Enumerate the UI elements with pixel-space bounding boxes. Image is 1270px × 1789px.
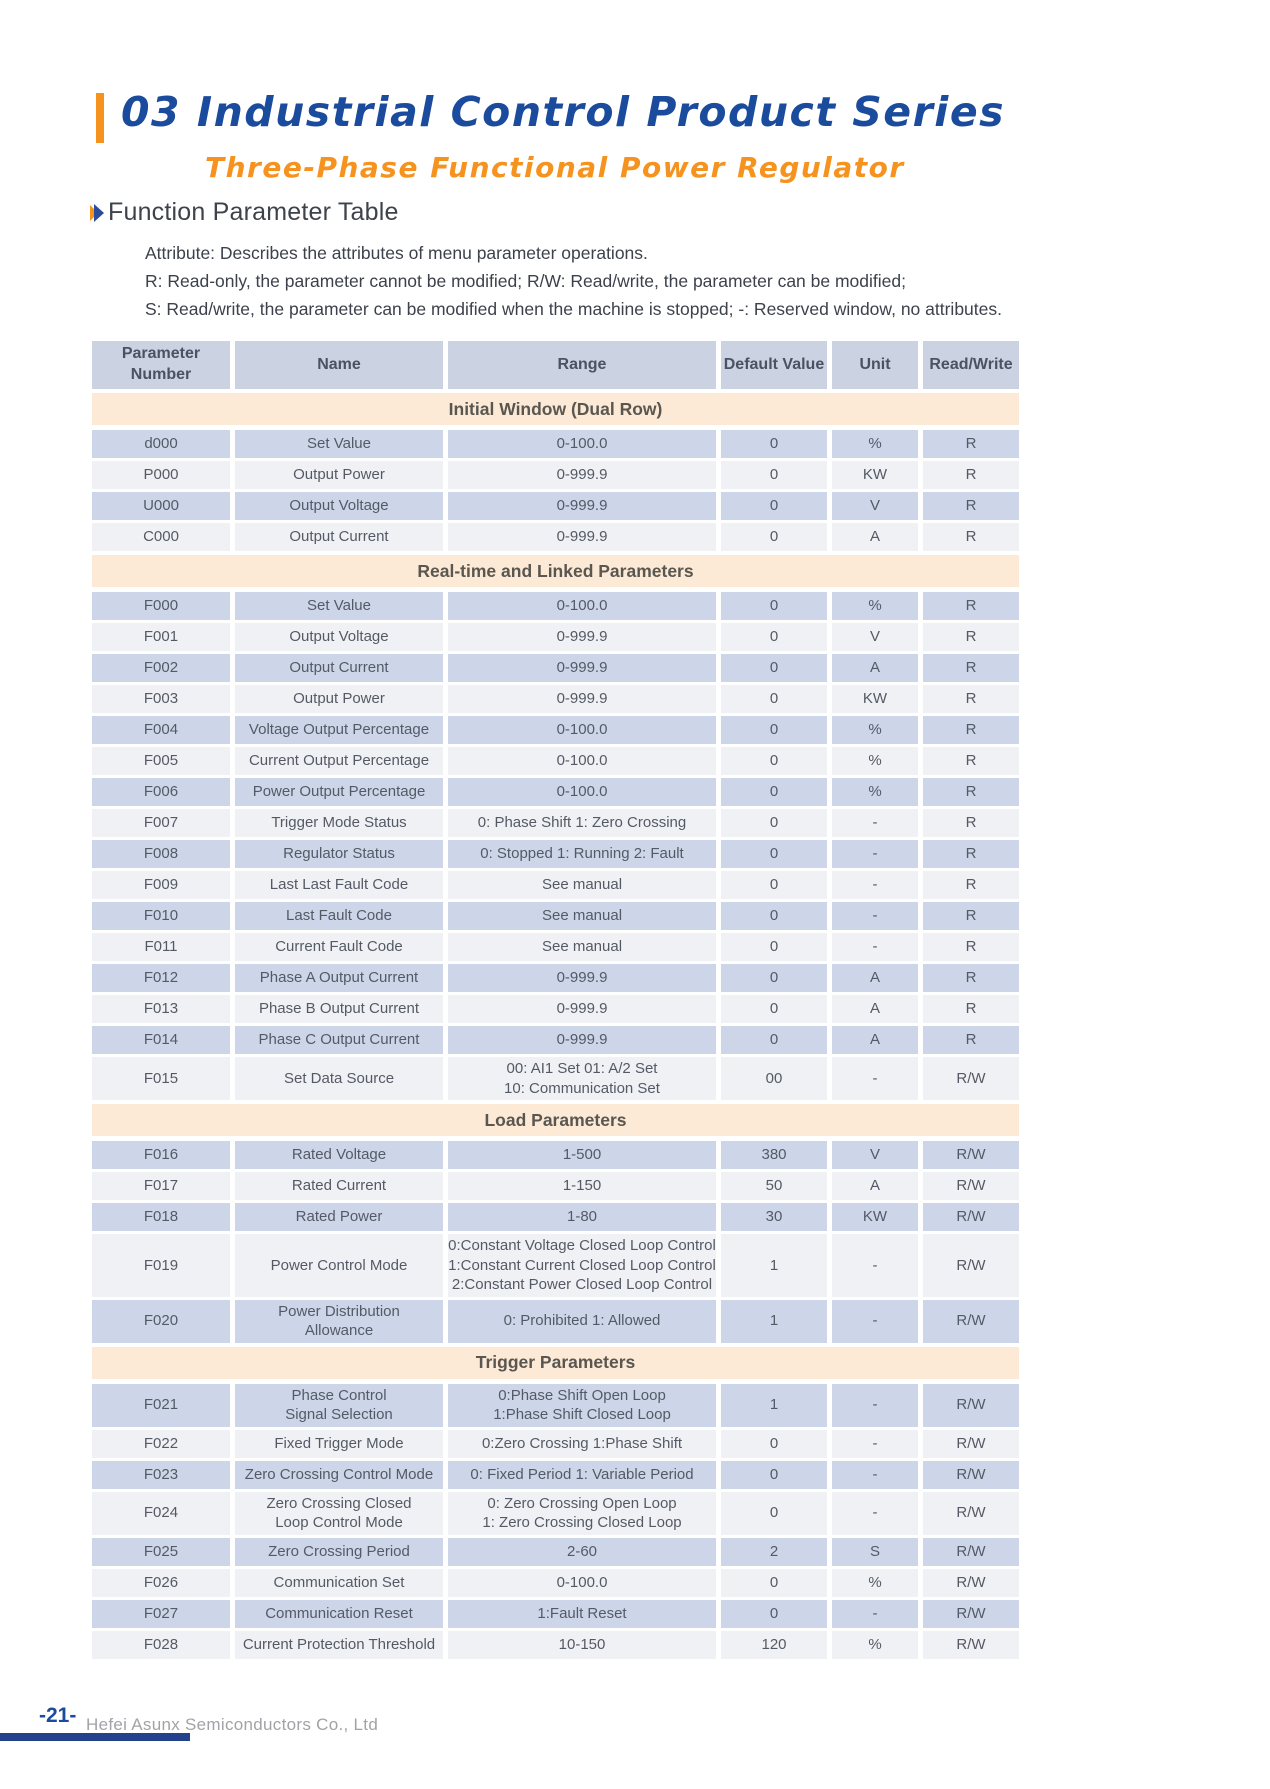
cell-name: Communication Reset bbox=[235, 1600, 443, 1628]
cell-unit: - bbox=[832, 840, 918, 868]
cell-number: F001 bbox=[92, 623, 230, 651]
cell-name: Phase B Output Current bbox=[235, 995, 443, 1023]
cell-unit: V bbox=[832, 492, 918, 520]
cell-range bbox=[448, 1234, 716, 1297]
table-row bbox=[92, 1234, 1019, 1297]
table-row bbox=[92, 1057, 1019, 1100]
cell-range: 0-999.9 bbox=[448, 1026, 716, 1054]
cell-line: Power Distribution bbox=[278, 1302, 400, 1320]
cell-default: 0 bbox=[721, 1430, 827, 1458]
cell-unit: KW bbox=[832, 1203, 918, 1231]
cell-default: 1 bbox=[721, 1234, 827, 1297]
cell-name: Current Protection Threshold bbox=[235, 1631, 443, 1659]
cell-name bbox=[235, 1384, 443, 1427]
cell-number: F013 bbox=[92, 995, 230, 1023]
table-row bbox=[92, 430, 1019, 458]
cell-name: Rated Current bbox=[235, 1172, 443, 1200]
section-title: Real-time and Linked Parameters bbox=[92, 555, 1019, 587]
cell-rw: R/W bbox=[923, 1538, 1019, 1566]
cell-default: 0 bbox=[721, 964, 827, 992]
cell-default: 0 bbox=[721, 778, 827, 806]
table-row bbox=[92, 1631, 1019, 1659]
cell-number: F021 bbox=[92, 1384, 230, 1427]
cell-unit: % bbox=[832, 716, 918, 744]
cell-number: d000 bbox=[92, 430, 230, 458]
cell-name: Zero Crossing Control Mode bbox=[235, 1461, 443, 1489]
cell-unit: A bbox=[832, 1026, 918, 1054]
table-row bbox=[92, 871, 1019, 899]
cell-range: 0-999.9 bbox=[448, 461, 716, 489]
cell-range: 10-150 bbox=[448, 1631, 716, 1659]
cell-number: C000 bbox=[92, 523, 230, 551]
table-row bbox=[92, 1430, 1019, 1458]
cell-default: 1 bbox=[721, 1384, 827, 1427]
cell-range: 0: Prohibited 1: Allowed bbox=[448, 1300, 716, 1343]
cell-unit: - bbox=[832, 902, 918, 930]
cell-range: See manual bbox=[448, 871, 716, 899]
cell-name: Fixed Trigger Mode bbox=[235, 1430, 443, 1458]
cell-unit: - bbox=[832, 1057, 918, 1100]
page-heading: Function Parameter Table bbox=[108, 198, 399, 226]
cell-rw: R/W bbox=[923, 1569, 1019, 1597]
cell-number: F026 bbox=[92, 1569, 230, 1597]
cell-name: Voltage Output Percentage bbox=[235, 716, 443, 744]
cell-range: 0-999.9 bbox=[448, 654, 716, 682]
table-row bbox=[92, 778, 1019, 806]
cell-rw: R/W bbox=[923, 1492, 1019, 1535]
cell-rw: R bbox=[923, 1026, 1019, 1054]
cell-name: Set Value bbox=[235, 430, 443, 458]
cell-range: 0-999.9 bbox=[448, 685, 716, 713]
cell-default: 0 bbox=[721, 995, 827, 1023]
cell-range: 0-999.9 bbox=[448, 492, 716, 520]
note-line: S: Read/write, the parameter can be modified when the machine is stopped; -: Reserved window, no attributes. bbox=[145, 299, 1002, 319]
cell-default: 2 bbox=[721, 1538, 827, 1566]
cell-default: 380 bbox=[721, 1141, 827, 1169]
table-row bbox=[92, 933, 1019, 961]
cell-unit: - bbox=[832, 1600, 918, 1628]
cell-number: F000 bbox=[92, 592, 230, 620]
column-header: Default Value bbox=[721, 341, 827, 389]
cell-range: 0-100.0 bbox=[448, 430, 716, 458]
cell-default: 0 bbox=[721, 716, 827, 744]
cell-default: 0 bbox=[721, 809, 827, 837]
cell-range: See manual bbox=[448, 933, 716, 961]
table-row bbox=[92, 1538, 1019, 1566]
table-row bbox=[92, 1600, 1019, 1628]
cell-number: F025 bbox=[92, 1538, 230, 1566]
cell-rw: R bbox=[923, 747, 1019, 775]
attribute-notes bbox=[145, 239, 1045, 323]
cell-default: 0 bbox=[721, 933, 827, 961]
table-row bbox=[92, 623, 1019, 651]
cell-number: F017 bbox=[92, 1172, 230, 1200]
cell-rw: R bbox=[923, 778, 1019, 806]
note-line: Attribute: Describes the attributes of menu parameter operations. bbox=[145, 243, 648, 263]
cell-range: 0: Fixed Period 1: Variable Period bbox=[448, 1461, 716, 1489]
cell-number: F018 bbox=[92, 1203, 230, 1231]
cell-range: 0:Zero Crossing 1:Phase Shift bbox=[448, 1430, 716, 1458]
cell-number: F011 bbox=[92, 933, 230, 961]
cell-default: 0 bbox=[721, 523, 827, 551]
cell-rw: R/W bbox=[923, 1430, 1019, 1458]
cell-rw: R bbox=[923, 809, 1019, 837]
cell-line: 0:Constant Voltage Closed Loop Control bbox=[448, 1237, 716, 1254]
cell-rw: R bbox=[923, 461, 1019, 489]
cell-rw: R bbox=[923, 523, 1019, 551]
cell-line: 00: AI1 Set 01: A/2 Set bbox=[506, 1060, 658, 1077]
cell-number: F009 bbox=[92, 871, 230, 899]
column-header: Read/Write bbox=[923, 341, 1019, 389]
cell-number: F016 bbox=[92, 1141, 230, 1169]
cell-unit: % bbox=[832, 1569, 918, 1597]
table-row bbox=[92, 1203, 1019, 1231]
cell-rw: R bbox=[923, 964, 1019, 992]
cell-unit: A bbox=[832, 523, 918, 551]
cell-name: Rated Voltage bbox=[235, 1141, 443, 1169]
cell-unit: - bbox=[832, 1300, 918, 1343]
cell-rw: R/W bbox=[923, 1461, 1019, 1489]
table-row bbox=[92, 1569, 1019, 1597]
chapter-title: 03 Industrial Control Product Series bbox=[121, 88, 1006, 136]
cell-number: F014 bbox=[92, 1026, 230, 1054]
table-row bbox=[92, 685, 1019, 713]
cell-rw: R/W bbox=[923, 1631, 1019, 1659]
cell-default: 0 bbox=[721, 1492, 827, 1535]
cell-line: Allowance bbox=[304, 1322, 374, 1339]
cell-rw: R bbox=[923, 430, 1019, 458]
cell-rw: R/W bbox=[923, 1600, 1019, 1628]
cell-range: 0-999.9 bbox=[448, 964, 716, 992]
section-title: Initial Window (Dual Row) bbox=[92, 393, 1019, 425]
cell-unit: % bbox=[832, 1631, 918, 1659]
cell-line: Loop Control Mode bbox=[275, 1514, 403, 1531]
cell-range: 0: Stopped 1: Running 2: Fault bbox=[448, 840, 716, 868]
cell-number: F027 bbox=[92, 1600, 230, 1628]
cell-name: Regulator Status bbox=[235, 840, 443, 868]
table-row bbox=[92, 1492, 1019, 1535]
cell-range: 0-100.0 bbox=[448, 747, 716, 775]
cell-rw: R bbox=[923, 716, 1019, 744]
table-row bbox=[92, 1172, 1019, 1200]
subtitle: Three-Phase Functional Power Regulator bbox=[205, 151, 905, 184]
cell-range: 0-999.9 bbox=[448, 523, 716, 551]
cell-name: Trigger Mode Status bbox=[235, 809, 443, 837]
cell-unit: - bbox=[832, 1492, 918, 1535]
cell-name: Rated Power bbox=[235, 1203, 443, 1231]
cell-name: Last Last Fault Code bbox=[235, 871, 443, 899]
cell-name: Power Output Percentage bbox=[235, 778, 443, 806]
cell-name: Last Fault Code bbox=[235, 902, 443, 930]
cell-number: P000 bbox=[92, 461, 230, 489]
note-line: R: Read-only, the parameter cannot be modified; R/W: Read/write, the parameter can be modified; bbox=[145, 271, 906, 291]
cell-number: F028 bbox=[92, 1631, 230, 1659]
cell-name: Output Power bbox=[235, 461, 443, 489]
cell-default: 0 bbox=[721, 1461, 827, 1489]
cell-name: Set Value bbox=[235, 592, 443, 620]
table-row bbox=[92, 1300, 1019, 1343]
cell-rw: R bbox=[923, 492, 1019, 520]
cell-default: 50 bbox=[721, 1172, 827, 1200]
cell-unit: A bbox=[832, 964, 918, 992]
table-row bbox=[92, 902, 1019, 930]
cell-default: 0 bbox=[721, 1026, 827, 1054]
cell-rw: R/W bbox=[923, 1172, 1019, 1200]
cell-range: 0-100.0 bbox=[448, 1569, 716, 1597]
cell-rw: R bbox=[923, 840, 1019, 868]
table-row bbox=[92, 1384, 1019, 1427]
cell-line: 1: Zero Crossing Closed Loop bbox=[482, 1514, 682, 1531]
footer-page-number: -21- bbox=[39, 1704, 77, 1727]
cell-unit: - bbox=[832, 1234, 918, 1297]
cell-number: F006 bbox=[92, 778, 230, 806]
table-row bbox=[92, 523, 1019, 551]
cell-default: 0 bbox=[721, 654, 827, 682]
table-row bbox=[92, 1141, 1019, 1169]
cell-name bbox=[235, 1300, 443, 1343]
cell-number: F007 bbox=[92, 809, 230, 837]
table-row bbox=[92, 747, 1019, 775]
cell-default: 0 bbox=[721, 592, 827, 620]
cell-rw: R bbox=[923, 995, 1019, 1023]
cell-unit: V bbox=[832, 623, 918, 651]
cell-rw: R/W bbox=[923, 1203, 1019, 1231]
cell-default: 0 bbox=[721, 461, 827, 489]
cell-default: 0 bbox=[721, 1600, 827, 1628]
cell-rw: R bbox=[923, 654, 1019, 682]
table-row bbox=[92, 840, 1019, 868]
cell-number: F004 bbox=[92, 716, 230, 744]
cell-default: 0 bbox=[721, 430, 827, 458]
cell-number: F024 bbox=[92, 1492, 230, 1535]
footer-company: Hefei Asunx Semiconductors Co., Ltd bbox=[86, 1715, 379, 1734]
cell-line: Signal Selection bbox=[285, 1406, 393, 1423]
column-header: Parameter Number bbox=[92, 341, 230, 389]
cell-name: Output Current bbox=[235, 654, 443, 682]
cell-unit: A bbox=[832, 654, 918, 682]
table-row bbox=[92, 964, 1019, 992]
cell-default: 0 bbox=[721, 840, 827, 868]
cell-default: 30 bbox=[721, 1203, 827, 1231]
cell-default: 1 bbox=[721, 1300, 827, 1343]
cell-range: 1-150 bbox=[448, 1172, 716, 1200]
cell-name: Zero Crossing Period bbox=[235, 1538, 443, 1566]
cell-name: Output Power bbox=[235, 685, 443, 713]
cell-line: 2:Constant Power Closed Loop Control bbox=[451, 1276, 713, 1293]
cell-name: Current Fault Code bbox=[235, 933, 443, 961]
table-row bbox=[92, 1026, 1019, 1054]
cell-range bbox=[448, 1057, 716, 1100]
cell-line: 0: Zero Crossing Open Loop bbox=[487, 1494, 677, 1512]
cell-line: 1:Constant Current Closed Loop Control bbox=[448, 1256, 716, 1274]
cell-number: U000 bbox=[92, 492, 230, 520]
cell-number: F008 bbox=[92, 840, 230, 868]
table-row bbox=[92, 809, 1019, 837]
cell-number: F003 bbox=[92, 685, 230, 713]
cell-range: 0-999.9 bbox=[448, 995, 716, 1023]
cell-number: F015 bbox=[92, 1057, 230, 1100]
cell-rw: R/W bbox=[923, 1057, 1019, 1100]
cell-rw: R bbox=[923, 871, 1019, 899]
table-row bbox=[92, 592, 1019, 620]
cell-unit: V bbox=[832, 1141, 918, 1169]
cell-range: 1-80 bbox=[448, 1203, 716, 1231]
cell-name: Phase A Output Current bbox=[235, 964, 443, 992]
cell-unit: - bbox=[832, 1430, 918, 1458]
column-header: Name bbox=[235, 341, 443, 389]
section-heading-row bbox=[90, 198, 399, 227]
cell-unit: % bbox=[832, 592, 918, 620]
cell-rw: R bbox=[923, 592, 1019, 620]
table-row bbox=[92, 461, 1019, 489]
cell-name: Output Current bbox=[235, 523, 443, 551]
cell-range: 1:Fault Reset bbox=[448, 1600, 716, 1628]
cell-range: See manual bbox=[448, 902, 716, 930]
cell-rw: R/W bbox=[923, 1384, 1019, 1427]
cell-number: F010 bbox=[92, 902, 230, 930]
cell-number: F023 bbox=[92, 1461, 230, 1489]
cell-default: 0 bbox=[721, 623, 827, 651]
cell-unit: - bbox=[832, 933, 918, 961]
table-row bbox=[92, 995, 1019, 1023]
column-header: Unit bbox=[832, 341, 918, 389]
column-header: Range bbox=[448, 341, 716, 389]
cell-unit: S bbox=[832, 1538, 918, 1566]
cell-rw: R bbox=[923, 902, 1019, 930]
cell-number: F020 bbox=[92, 1300, 230, 1343]
cell-default: 00 bbox=[721, 1057, 827, 1100]
cell-name: Set Data Source bbox=[235, 1057, 443, 1100]
cell-number: F002 bbox=[92, 654, 230, 682]
cell-rw: R/W bbox=[923, 1234, 1019, 1297]
section-title: Trigger Parameters bbox=[92, 1347, 1019, 1379]
section-title: Load Parameters bbox=[92, 1104, 1019, 1136]
cell-rw: R bbox=[923, 685, 1019, 713]
cell-unit: A bbox=[832, 1172, 918, 1200]
section-arrow-icon bbox=[90, 204, 104, 222]
table-row bbox=[92, 654, 1019, 682]
cell-range bbox=[448, 1384, 716, 1427]
table-header-row bbox=[92, 341, 1019, 389]
cell-rw: R bbox=[923, 623, 1019, 651]
cell-default: 0 bbox=[721, 871, 827, 899]
cell-rw: R/W bbox=[923, 1141, 1019, 1169]
cell-line: 1:Phase Shift Closed Loop bbox=[493, 1406, 671, 1423]
cell-range bbox=[448, 1492, 716, 1535]
table-row bbox=[92, 1461, 1019, 1489]
cell-unit: % bbox=[832, 747, 918, 775]
cell-name: Output Voltage bbox=[235, 492, 443, 520]
cell-number: F005 bbox=[92, 747, 230, 775]
cell-unit: KW bbox=[832, 685, 918, 713]
cell-unit: A bbox=[832, 995, 918, 1023]
cell-unit: % bbox=[832, 778, 918, 806]
cell-unit: - bbox=[832, 1384, 918, 1427]
cell-unit: - bbox=[832, 1461, 918, 1489]
table-row bbox=[92, 716, 1019, 744]
cell-unit: - bbox=[832, 871, 918, 899]
cell-range: 0: Phase Shift 1: Zero Crossing bbox=[448, 809, 716, 837]
cell-range: 0-999.9 bbox=[448, 623, 716, 651]
parameter-table bbox=[92, 341, 1019, 1662]
cell-range: 0-100.0 bbox=[448, 592, 716, 620]
cell-unit: % bbox=[832, 430, 918, 458]
cell-number: F012 bbox=[92, 964, 230, 992]
cell-line: Zero Crossing Closed bbox=[266, 1494, 412, 1512]
cell-default: 0 bbox=[721, 902, 827, 930]
cell-range: 1-500 bbox=[448, 1141, 716, 1169]
cell-unit: - bbox=[832, 809, 918, 837]
title-accent-bar bbox=[96, 93, 104, 143]
cell-default: 0 bbox=[721, 747, 827, 775]
cell-number: F022 bbox=[92, 1430, 230, 1458]
cell-line: Phase Control bbox=[291, 1386, 387, 1404]
cell-number: F019 bbox=[92, 1234, 230, 1297]
cell-default: 120 bbox=[721, 1631, 827, 1659]
cell-default: 0 bbox=[721, 492, 827, 520]
cell-range: 2-60 bbox=[448, 1538, 716, 1566]
cell-line: 10: Communication Set bbox=[504, 1079, 660, 1097]
cell-name: Output Voltage bbox=[235, 623, 443, 651]
cell-name: Phase C Output Current bbox=[235, 1026, 443, 1054]
table-row bbox=[92, 492, 1019, 520]
cell-range: 0-100.0 bbox=[448, 778, 716, 806]
cell-rw: R bbox=[923, 933, 1019, 961]
cell-name: Power Control Mode bbox=[235, 1234, 443, 1297]
cell-default: 0 bbox=[721, 685, 827, 713]
cell-unit: KW bbox=[832, 461, 918, 489]
cell-name: Current Output Percentage bbox=[235, 747, 443, 775]
cell-name: Communication Set bbox=[235, 1569, 443, 1597]
cell-default: 0 bbox=[721, 1569, 827, 1597]
cell-name bbox=[235, 1492, 443, 1535]
cell-range: 0-100.0 bbox=[448, 716, 716, 744]
cell-rw: R/W bbox=[923, 1300, 1019, 1343]
cell-line: 0:Phase Shift Open Loop bbox=[498, 1386, 666, 1404]
